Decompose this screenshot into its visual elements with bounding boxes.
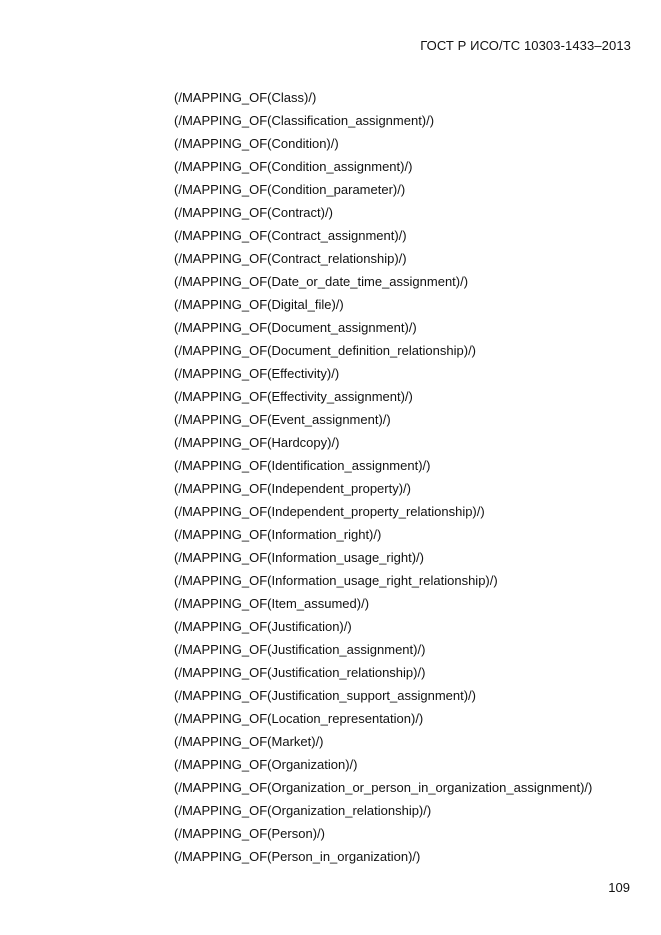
- mapping-item: (/MAPPING_OF(Organization_or_person_in_organization_assignment)/): [174, 780, 593, 795]
- mapping-item: (/MAPPING_OF(Contract)/): [174, 205, 333, 220]
- mapping-item: (/MAPPING_OF(Location_representation)/): [174, 711, 424, 726]
- mapping-item: (/MAPPING_OF(Organization_relationship)/): [174, 803, 432, 818]
- mapping-item: (/MAPPING_OF(Person)/): [174, 826, 325, 841]
- mapping-item: (/MAPPING_OF(Justification_assignment)/): [174, 642, 426, 657]
- mapping-item: (/MAPPING_OF(Person_in_organization)/): [174, 849, 421, 864]
- mapping-item: (/MAPPING_OF(Document_definition_relationship)/): [174, 343, 477, 358]
- mapping-item: (/MAPPING_OF(Condition_assignment)/): [174, 159, 413, 174]
- mapping-item: (/MAPPING_OF(Information_usage_right_relationship)/): [174, 573, 498, 588]
- mapping-item: (/MAPPING_OF(Effectivity_assignment)/): [174, 389, 413, 404]
- mapping-item: (/MAPPING_OF(Justification)/): [174, 619, 352, 634]
- mapping-item: (/MAPPING_OF(Contract_assignment)/): [174, 228, 407, 243]
- mapping-item: (/MAPPING_OF(Justification_relationship)/): [174, 665, 426, 680]
- mapping-item: (/MAPPING_OF(Class)/): [174, 90, 317, 105]
- mapping-item: (/MAPPING_OF(Contract_relationship)/): [174, 251, 407, 266]
- mapping-item: (/MAPPING_OF(Hardcopy)/): [174, 435, 340, 450]
- mapping-item: (/MAPPING_OF(Document_assignment)/): [174, 320, 417, 335]
- mapping-item: (/MAPPING_OF(Independent_property_relationship)/): [174, 504, 485, 519]
- mapping-item: (/MAPPING_OF(Event_assignment)/): [174, 412, 391, 427]
- mapping-item: (/MAPPING_OF(Independent_property)/): [174, 481, 411, 496]
- page-header: ГОСТ Р ИСО/ТС 10303-1433–2013: [420, 38, 631, 53]
- mapping-list: [174, 86, 592, 868]
- mapping-item: (/MAPPING_OF(Digital_file)/): [174, 297, 344, 312]
- mapping-item: (/MAPPING_OF(Condition_parameter)/): [174, 182, 406, 197]
- mapping-item: (/MAPPING_OF(Date_or_date_time_assignment)/): [174, 274, 469, 289]
- mapping-item: (/MAPPING_OF(Justification_support_assignment)/): [174, 688, 476, 703]
- mapping-item: (/MAPPING_OF(Item_assumed)/): [174, 596, 370, 611]
- mapping-item: (/MAPPING_OF(Condition)/): [174, 136, 339, 151]
- mapping-item: (/MAPPING_OF(Classification_assignment)/): [174, 113, 435, 128]
- mapping-item: (/MAPPING_OF(Effectivity)/): [174, 366, 340, 381]
- mapping-item: (/MAPPING_OF(Identification_assignment)/): [174, 458, 431, 473]
- mapping-item: (/MAPPING_OF(Organization)/): [174, 757, 358, 772]
- mapping-item: (/MAPPING_OF(Information_right)/): [174, 527, 382, 542]
- page-number: 109: [608, 880, 630, 895]
- mapping-item: (/MAPPING_OF(Market)/): [174, 734, 324, 749]
- mapping-item: (/MAPPING_OF(Information_usage_right)/): [174, 550, 424, 565]
